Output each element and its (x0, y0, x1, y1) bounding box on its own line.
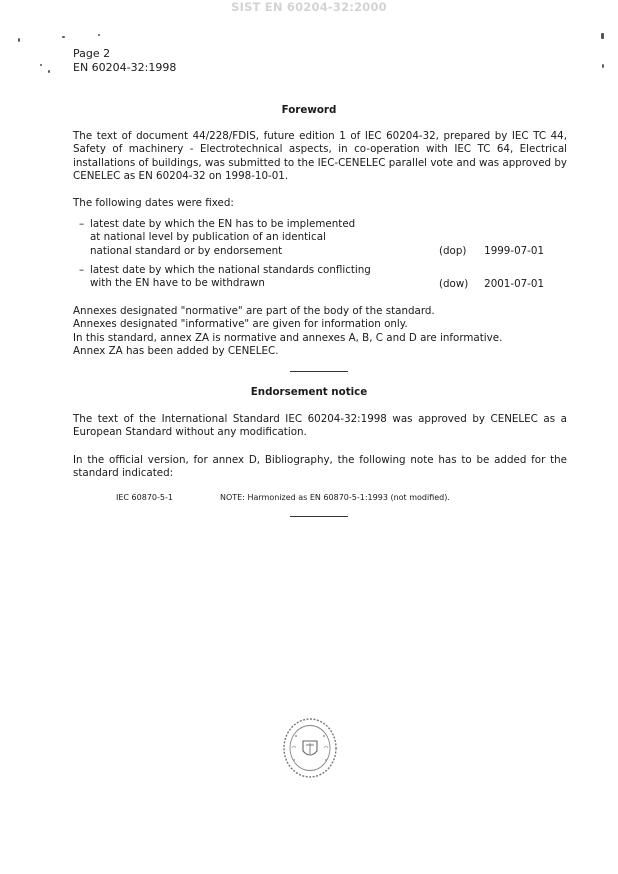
standard-reference: EN 60204-32:1998 (73, 61, 177, 74)
endorsement-title: Endorsement notice (250, 386, 368, 398)
annex-line: Annex ZA has been added by CENELEC. (73, 345, 279, 358)
date-item-dow (79, 264, 544, 291)
scan-speck (18, 38, 20, 42)
date-item-line: at national level by publication of an identical (90, 231, 326, 244)
date-item-line: latest date by which the EN has to be implemented (90, 218, 356, 230)
date-value: 2001-07-01 (484, 277, 544, 290)
date-item-line: national standard or by endorsement (90, 244, 283, 257)
date-item-line: latest date by which the national standards conflicting (90, 264, 371, 276)
date-code: (dow) (439, 277, 469, 290)
scan-speck (98, 34, 100, 36)
foreword-title: Foreword (281, 104, 337, 116)
watermark: SIST EN 60204-32:2000 (231, 0, 387, 14)
section-divider (290, 371, 348, 372)
dash: – (79, 264, 85, 276)
note-text: NOTE: Harmonized as EN 60870-5-1:1993 (not modified). (220, 493, 450, 502)
foreword-paragraph: The text of document 44/228/FDIS, future edition 1 of IEC 60204-32, prepared by IEC TC 44, Safety of machinery - Electrotechnical aspects, in co-operation with IEC TC 64, Electrical installations of buildings, was submitted to the IEC-CENELEC parallel vote and was approved by CENELEC as EN 60204-32 on 1998-10-01. (73, 130, 567, 183)
endorsement-paragraph: The text of the International Standard IEC 60204-32:1998 was approved by CENELEC as a European Standard without any modification. (73, 413, 567, 439)
page-number: Page 2 (73, 47, 111, 60)
annex-line: Annexes designated "informative" are given for information only. (73, 318, 408, 331)
scan-speck (62, 36, 65, 38)
dash: – (79, 218, 85, 230)
date-item-line: with the EN have to be withdrawn (90, 277, 265, 290)
date-item-text (90, 218, 390, 258)
official-seal-stamp (282, 716, 338, 780)
date-item-text (90, 264, 390, 291)
date-item-dop (79, 218, 544, 258)
note-standard: IEC 60870-5-1 (116, 493, 173, 502)
scan-speck (601, 33, 604, 39)
date-value: 1999-07-01 (484, 244, 544, 257)
annex-notes (73, 305, 567, 359)
date-code: (dop) (439, 244, 467, 257)
scan-speck (48, 70, 50, 73)
annex-line: Annexes designated "normative" are part of the body of the standard. (73, 305, 435, 317)
scan-speck (602, 64, 604, 68)
section-divider (290, 516, 348, 517)
official-version-paragraph: In the official version, for annex D, Bibliography, the following note has to be added for the standard indicated: (73, 454, 567, 480)
annex-line: In this standard, annex ZA is normative and annexes A, B, C and D are informative. (73, 331, 503, 344)
dates-intro: The following dates were fixed: (73, 197, 234, 209)
scan-speck (40, 64, 42, 66)
